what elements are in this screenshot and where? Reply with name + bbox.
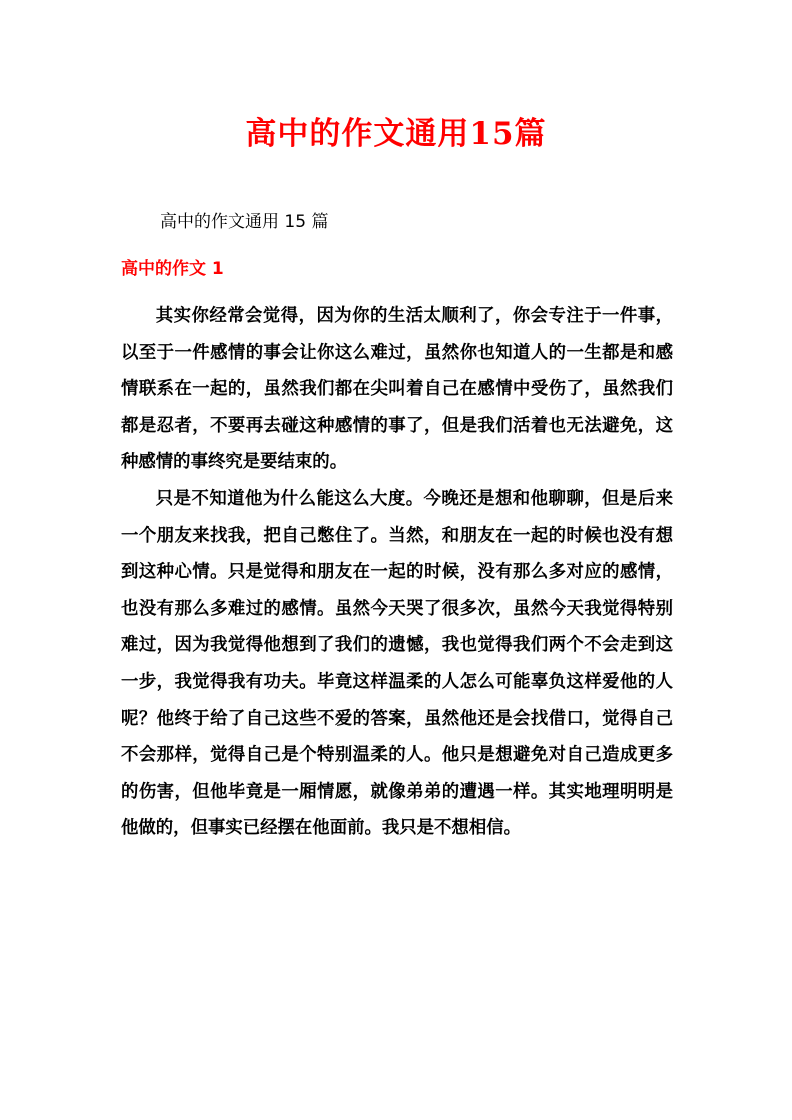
article-body: [121, 298, 673, 847]
document-subtitle: 高中的作文通用 15 篇: [160, 212, 329, 232]
paragraph: 只是不知道他为什么能这么大度。今晚还是想和他聊聊，但是后来一个朋友来找我，把自己憋住了。当然，和朋友在一起的时候也没有想到这种心情。只是觉得和朋友在一起的时候，没有那么多对应的感情，也没有那么多难过的感情。虽然今天哭了很多次，虽然今天我觉得特别难过，因为我觉得他想到了我们的遗憾，我也觉得我们两个不会走到这一步，我觉得我有功夫。毕竟这样温柔的人怎么可能辜负这样爱他的人呢？他终于给了自己这些不爱的答案，虽然他还是会找借口，觉得自己不会那样，觉得自己是个特别温柔的人。他只是想避免对自己造成更多的伤害，但他毕竟是一厢情愿，就像弟弟的遭遇一样。其实地理明明是他做的，但事实已经摆在他面前。我只是不想相信。: [121, 488, 673, 839]
document-title: 高中的作文通用15篇: [245, 116, 547, 152]
section-heading: 高中的作文 1: [121, 259, 224, 279]
paragraph: 其实你经常会觉得，因为你的生活太顺利了，你会专注于一件事，以至于一件感情的事会让你这么难过，虽然你也知道人的一生都是和感情联系在一起的，虽然我们都在尖叫着自己在感情中受伤了，虽然我们都是忍者，不要再去碰这种感情的事了，但是我们活着也无法避免，这种感情的事终究是要结束的。: [121, 306, 673, 473]
